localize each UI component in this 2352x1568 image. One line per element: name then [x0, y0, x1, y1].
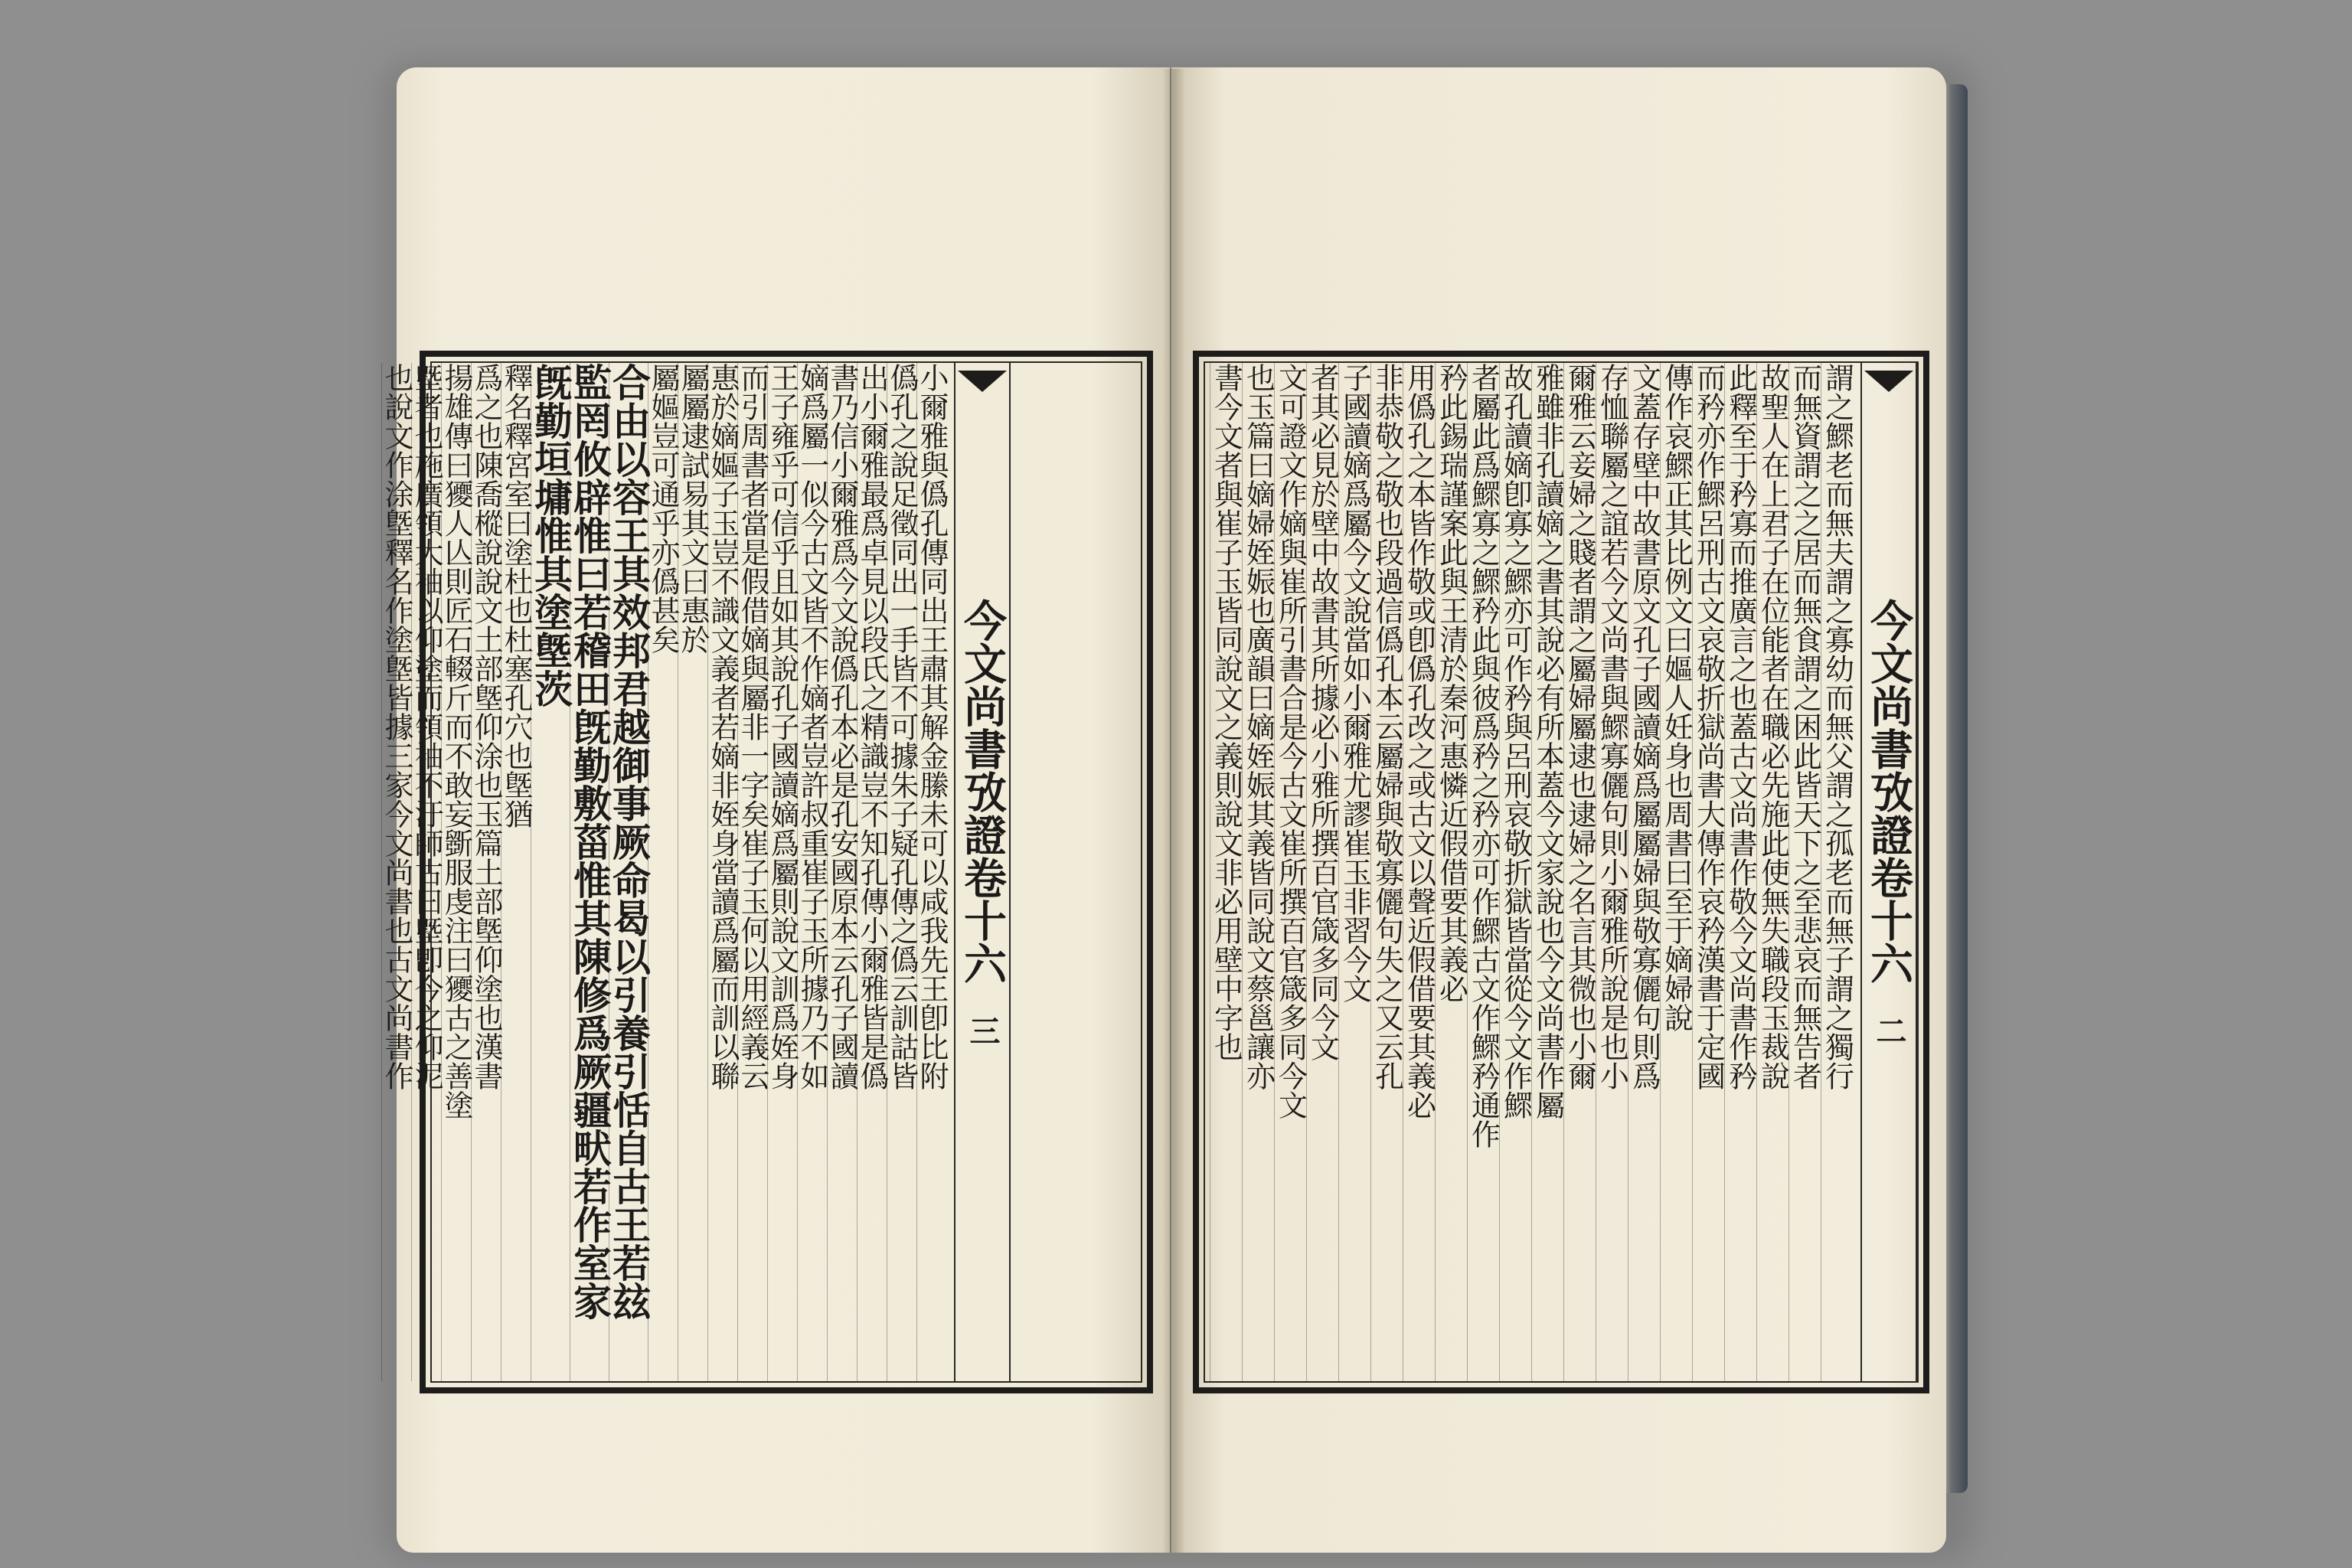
text-column	[676, 363, 710, 1381]
column-text: 監罔攸辟惟曰若稽田旣勤敷菑惟其陳修爲厥疆畎若作室家	[567, 363, 612, 1320]
text-column	[1370, 363, 1403, 1381]
column-text: 惠於嫡嫗子玉豈不識文義者若嫡非姪身當讀爲屬而訓以聯	[706, 363, 740, 1090]
text-column	[567, 363, 612, 1381]
column-text: 雅雖非孔讀嫡之書其說必有所本蓋今文家說也今文尚書作屬	[1530, 363, 1565, 1119]
text-column	[1692, 363, 1724, 1381]
column-text: 爲之也陳喬樅說說文土部墍仰涂也玉篇土部墍仰塗也漢書	[469, 363, 503, 1090]
text-column	[1788, 363, 1821, 1381]
right-text-frame	[1193, 351, 1929, 1393]
left-banxin	[954, 363, 1011, 1381]
column-text: 文蓋存壁中故書原文孔子國讀嫡爲屬屬婦與敬寡儷句則爲	[1627, 363, 1661, 1090]
column-text: 屬屬逮試易其文曰惠於	[676, 363, 710, 654]
column-text: 而無資謂之之居而無食謂之困此皆天下之至悲哀而無告者	[1788, 363, 1822, 1090]
right-text-columns	[1210, 363, 1853, 1381]
column-text: 爾雅云妾婦之賤者謂之屬婦屬逮也逮婦之名言其微也小爾	[1563, 363, 1597, 1090]
text-column	[1435, 363, 1467, 1381]
column-text: 傳作哀鰥正其比例文曰嫗人妊身也周書曰至于嫡婦說	[1659, 363, 1694, 1032]
text-column	[1563, 363, 1596, 1381]
text-column	[797, 363, 827, 1381]
column-text: 謂之鰥老而無夫謂之寡幼而無父謂之孤老而無子謂之獨行	[1820, 363, 1854, 1090]
column-text: 小爾雅與僞孔傳同出王肅其解金縢未可以咸我先王卽比附	[915, 363, 949, 1090]
column-text: 嫡爲屬一似今古文皆不作嫡者豈許叔重崔子玉所據乃不如	[795, 363, 829, 1090]
column-text: 而引周書者當是假借嫡與屬非一字矣崔子玉何以用經義云	[736, 363, 769, 1090]
column-text: 存恤聯屬之誼若今文尚書與鰥寡儷句則小爾雅所說是也小	[1595, 363, 1629, 1090]
column-text: 王子雍乎可信乎且如其說孔子國讀嫡爲屬則說文訓爲姪身	[766, 363, 799, 1090]
right-page-number: 二	[1871, 1015, 1907, 1046]
text-column	[1210, 363, 1242, 1381]
left-text-columns	[380, 363, 949, 1381]
text-column	[528, 363, 573, 1381]
text-column	[1531, 363, 1563, 1381]
column-text: 合由以容王其效邦君越御事厥命曷以引養引恬自古王若玆	[606, 363, 652, 1320]
column-text: 屬嫗豈可通乎亦僞甚矣	[646, 363, 680, 654]
right-banxin-title: 今文尚書攷證卷十六	[1864, 599, 1914, 985]
text-column	[737, 363, 767, 1381]
text-column	[1242, 363, 1274, 1381]
text-column	[1403, 363, 1435, 1381]
text-column	[857, 363, 887, 1381]
text-column	[915, 363, 949, 1381]
column-text: 故聖人在上君子在位能者在職必先施此使無失職段玉裁說	[1756, 363, 1790, 1090]
text-column	[1756, 363, 1788, 1381]
text-column	[1724, 363, 1756, 1381]
column-text: 墍者也施廣領大袖以仰塗而領袖不汙師古曰墍卽今之仰泥	[410, 363, 443, 1090]
column-text: 子國讀嫡爲屬今文說當如小爾雅尤謬崔玉非習今文	[1338, 363, 1372, 1003]
text-column	[1467, 363, 1499, 1381]
column-text: 矜此錫瑞謹案此與王清於秦河惠憐近假借要其義必	[1434, 363, 1468, 1003]
text-column	[471, 363, 501, 1381]
text-column	[648, 363, 678, 1381]
text-column	[1821, 363, 1853, 1381]
text-column	[1596, 363, 1628, 1381]
left-banxin-title: 今文尚書攷證卷十六	[957, 599, 1008, 985]
column-text: 旣勤垣墉惟其塗墍茨	[528, 363, 573, 707]
column-text: 釋名釋宮室曰塗杜也杜塞孔穴也墍猶	[499, 363, 533, 828]
text-column	[1660, 363, 1692, 1381]
text-column	[1274, 363, 1306, 1381]
column-text: 故孔讀嫡卽寡之鰥亦可作矜與呂刑哀敬折獄皆當從今文作鰥	[1498, 363, 1533, 1119]
text-column	[441, 363, 471, 1381]
column-text: 揚雄傳曰獿人亾則匠石輟斤而不敢妄斵服虔注曰獿古之善塗	[439, 363, 473, 1119]
text-column	[1338, 363, 1370, 1381]
text-column	[706, 363, 740, 1381]
text-column	[1306, 363, 1338, 1381]
right-banxin	[1860, 363, 1917, 1381]
text-column	[1628, 363, 1660, 1381]
left-page-number: 三	[965, 1015, 1001, 1046]
text-column	[767, 363, 797, 1381]
fish-tail-ornament	[958, 371, 1007, 392]
text-column	[885, 363, 919, 1381]
left-text-frame	[380, 351, 1153, 1393]
book-gutter	[1162, 69, 1185, 1553]
column-text: 者其必見於壁中故書其所據必小雅所撰百官箴多同今文	[1305, 363, 1340, 1061]
column-text: 出小爾雅最爲卓見以段氏之精識豈不知孔傳小爾雅皆是僞	[855, 363, 889, 1090]
column-text: 此釋至于矜寡而推廣言之也蓋古文尚書作敬今文尚書作矜	[1723, 363, 1758, 1090]
text-column	[411, 363, 441, 1381]
fish-tail-ornament	[1864, 371, 1913, 392]
text-column	[606, 363, 652, 1381]
column-text: 也說文作涂墍釋名作塗墍皆據三家今文尚書也古文尚書作	[380, 363, 413, 1090]
text-column	[381, 363, 411, 1381]
column-text: 用僞孔之本皆作敬或卽僞孔改之或古文以聲近假借要其義必	[1402, 363, 1436, 1119]
column-text: 而矜亦作鰥呂刑古文哀敬折獄尚書大傳作哀矜漢書于定國	[1691, 363, 1726, 1090]
text-column	[827, 363, 857, 1381]
column-text: 書乃信小爾雅爲今文說僞孔本必是孔安國原本云孔子國讀	[825, 363, 859, 1090]
column-text: 僞孔之說足徵同出一手皆不可據朱子疑孔傳之僞云訓詁皆	[885, 363, 919, 1090]
text-column	[1499, 363, 1531, 1381]
column-text: 也玉篇曰嫡婦姪娠也廣韻曰嫡姪娠其義皆同說文蔡邕讓亦	[1241, 363, 1276, 1090]
column-text: 者屬此爲鰥寡之鰥矜此與彼爲矜之矜亦可作鰥古文作鰥矜通作	[1466, 363, 1501, 1148]
column-text: 非恭敬之敬也段過信僞孔本云屬婦與敬寡儷句失之又云孔	[1370, 363, 1404, 1090]
column-text: 文可證文作嫡與崔所引書合是今古文崔所撰百官箴多同今文	[1273, 363, 1308, 1119]
column-text: 書今文者與崔子玉皆同說文之義則說文非必用壁中字也	[1209, 363, 1243, 1061]
text-column	[501, 363, 531, 1381]
